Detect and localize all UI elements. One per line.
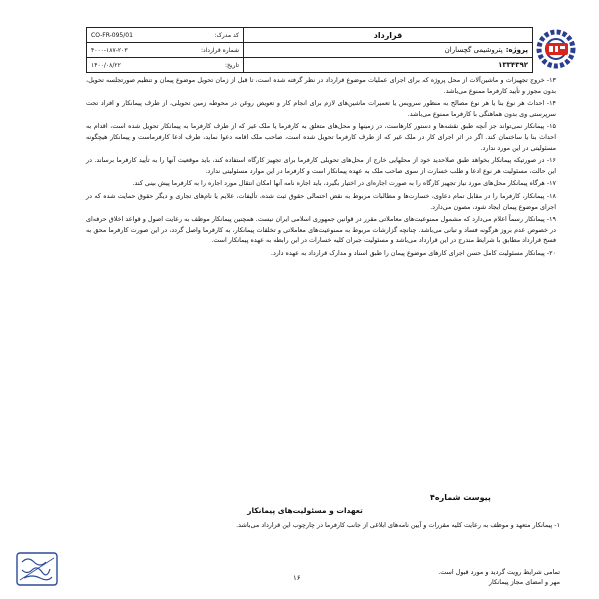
clause-20: ۲۰- پیمانکار مسئولیت کامل حسن اجرای کارهای موضوع پیمان را طبق اسناد و مدارک قرارداد به عهده دارد. (270, 248, 556, 257)
page-number: ۱۶ (293, 574, 301, 582)
clause-18: ۱۸- پیمانکار، کارفرما را در مقابل تمام دعاوی، خسارت‌ها و مطالبات مربوط به نقض احتمالی حقوق ثبت شده، تألیفات، علایم یا نام‌های تجاری و دیگر حقوق حمایت شده که در اجرای موضوع پیمان ایجاد شود، مصون می‌دارد. (86, 191, 556, 211)
clause-13: ۱۳- خروج تجهیزات و ماشین‌آلات از محل پروژه که برای اجرای عملیات موضوع قرارداد در نظر گرفته شده است، تا قبل از زمان تحویل موضوع پیمان و تنظیم صورتجلسه تحویل، بدون مجوز و تأیید کارفرما ممنوع می‌باشد. (86, 76, 556, 95)
header-main (243, 28, 532, 72)
date-value: ۱۴۰۰/۰۸/۲۲ (91, 61, 121, 69)
doc-code-value: CO-FR-095/01 (91, 31, 133, 39)
document-title: قرارداد (244, 28, 532, 43)
clause-19: ۱۹- پیمانکار رسماً اعلام می‌دارد که مشمول ممنوعیت‌های معاملاتی مقرر در قوانین جمهوری اسلامی ایران نیست. همچنین پیمانکار موظف به رعایت اصول و قواعد اخلاق حرفه‌ای در خصوص عدم بروز هرگونه فساد و تبانی می‌باشد. چنانچه گزارشات مربوط به ممنوعیت‌های معاملاتی و تخلفات پیمانکار، به کارفرما واصل گردد، در این صورت کارفرما محق به فسخ قرارداد مطابق با شرایط مندرج در این قرارداد می‌باشد و مسئولیت جبران کلیه خسارات در این رابطه به عهده پیمانکار است. (86, 215, 556, 245)
clause-17: ۱۷- هرگاه پیمانکار محل‌های مورد نیاز تجهیز کارگاه را به صورت اجاره‌ای در اختیار بگیرد، باید اجاره نامه آنها امکان انتقال مورد اجاره را به کارفرما پیش بینی کند. (132, 179, 556, 188)
footer-note (360, 567, 560, 587)
contract-code: ۱۳۳۴۳۹۲ (498, 61, 528, 69)
section-title: تعهدات و مسئولیت‌های پیمانکار (247, 506, 363, 515)
project-row (244, 43, 532, 58)
contract-no-value: ۴۰۰۰-۱۸۷-۲۰۳ (91, 46, 128, 54)
date-row (87, 58, 243, 72)
company-logo-icon (530, 27, 582, 71)
appendix-title: پیوست شماره۴ (430, 493, 491, 502)
clause-15: ۱۵- پیمانکار نمی‌تواند جز آنچه طبق نقشه‌ها و دستور کارهاست، در زمینها و محل‌های متعلق به کارفرما یا ملک غیر که از طرف کارفرما به پیمانکار تحویل شده است، اقدام به احداث بنا یا ساختمان کند. اگر در اثر اجرای کار در ملک غیر که از طرف کارفرما تحویل شده است، صاحب ملک اقامه دعوا نماید، طرف ادعا کارفرماست و پیمانکار هیچگونه مسئولیتی در این مورد ندارد. (86, 122, 556, 152)
contract-body (86, 75, 556, 261)
doc-code-row (87, 28, 243, 43)
signature-stamp-icon (14, 550, 60, 588)
contract-no-row (87, 43, 243, 58)
project-value: پتروشیمی گچساران (444, 46, 503, 54)
document-header (86, 27, 533, 73)
project-label: پروژه: (505, 46, 528, 54)
date-label: تاریخ: (225, 61, 239, 69)
footer-note-line1: تمامی شرایط رویت گردید و مورد قبول است. (438, 568, 560, 576)
clause-16: ۱۶- در صورتیکه پیمانکار بخواهد طبق صلاحدید خود از محلهایی خارج از محل‌های تحویلی کارفرما برای تجهیز کارگاه استفاده کند، باید موقعیت آنها را به تأیید کارفرما برساند. در این حالت، مسئولیت هر نوع ادعا و طلب خسارت از سوی صاحب ملک به عهده پیمانکار است و کارفرما در این موارد مسئولیتی ندارد. (86, 156, 556, 175)
contract-no-label: شماره قرارداد: (200, 46, 239, 54)
doc-code-label: کد مدرک: (214, 31, 239, 39)
section-item-1: ۱- پیمانکار متعهد و موظف به رعایت کلیه مقررات و آیین نامه‌های ابلاغی از جانب کارفرما در چارچوب این قرارداد می‌باشد. (236, 521, 560, 529)
footer-note-line2: مهر و امضای مجاز پیمانکار (488, 578, 560, 586)
clause-14: ۱۴- احداث هر نوع بنا یا هر نوع مصالح به منظور سرویس یا تعمیرات ماشین‌های لازم برای انجام کار و تعویض روغن در محوطه زمین تحویلی، از طرف پیمانکار و افراد تحت سرپرستی وی بدون هماهنگی با کارفرما ممنوع می‌باشد. (86, 99, 556, 118)
header-meta (87, 28, 243, 72)
